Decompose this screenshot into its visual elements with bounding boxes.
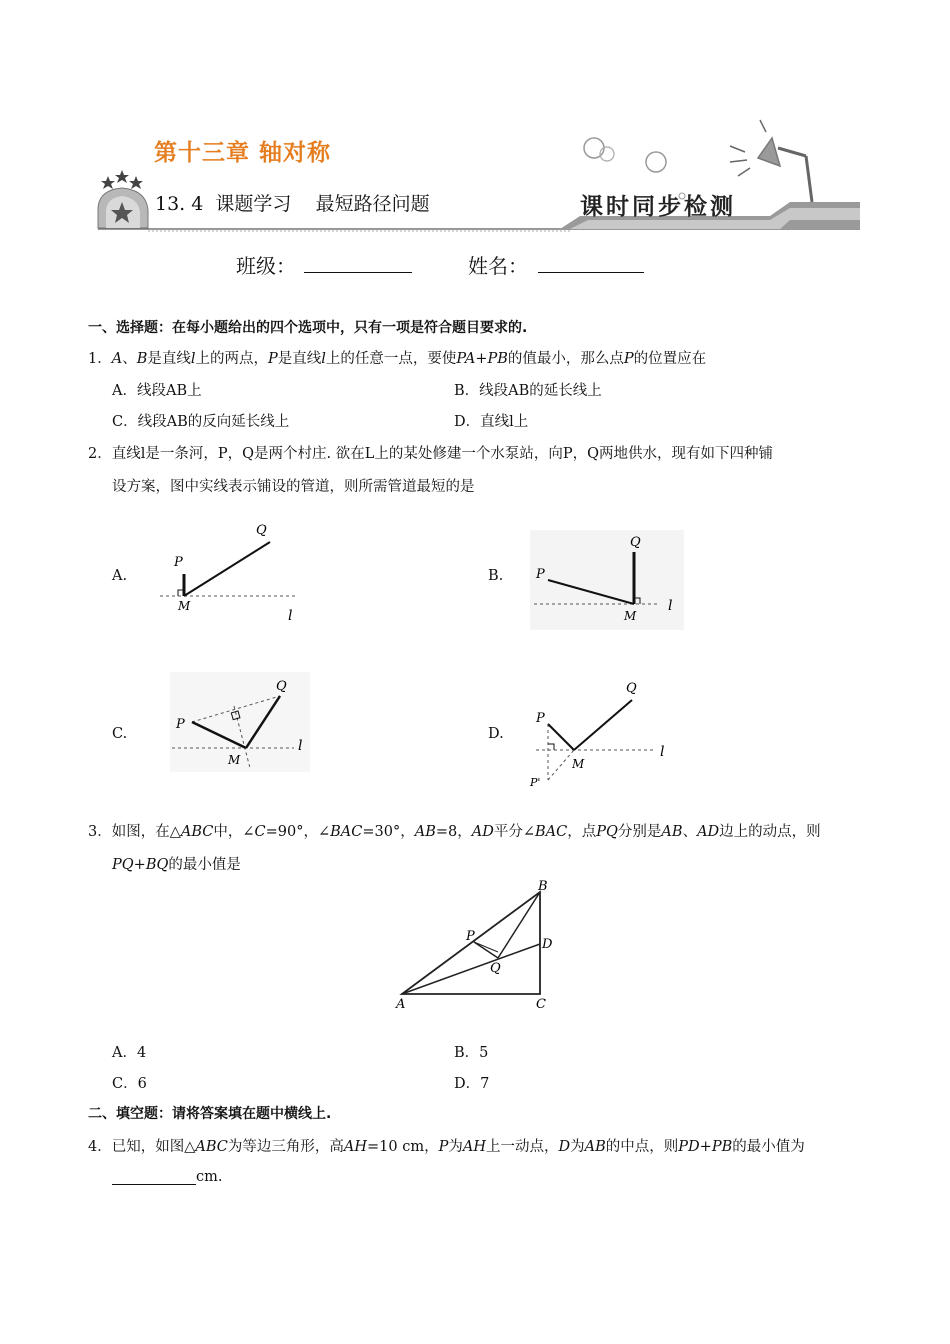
class-field[interactable] [304, 250, 412, 273]
label-l: l [298, 738, 303, 754]
section-2-title: 二、填空题：请将答案填在题中横线上. [88, 1106, 332, 1122]
label-M: M [572, 757, 585, 771]
bubble-icon [646, 152, 666, 172]
q3-option-a[interactable]: A．4 [112, 1045, 147, 1061]
header-decoration [90, 110, 865, 240]
question-3-line-2: PQ+BQ的最小值是 [112, 857, 241, 873]
question-4-line-1: 4．已知，如图△ABC为等边三角形，高AH=10 cm，P为AH上一动点，D为AB的中点，则PD+PB的最小值为 [88, 1139, 805, 1155]
label-M: M [178, 599, 191, 613]
label-C: C [536, 997, 546, 1012]
section-1-title: 一、选择题：在每小题给出的四个选项中，只有一项是符合题目要求的. [88, 320, 528, 336]
q2-option-b-label[interactable]: B. [488, 568, 504, 584]
q3-option-d[interactable]: D．7 [454, 1076, 490, 1092]
label-Q: Q [490, 961, 501, 976]
label-l: l [668, 598, 673, 614]
label-Q: Q [256, 523, 267, 538]
desk-lamp-icon [730, 120, 812, 202]
q4-answer-blank[interactable] [112, 1168, 196, 1185]
lesson-title: 13. 4 课题学习 最短路径问题 [155, 193, 430, 215]
q1-option-c[interactable]: C．线段AB的反向延长线上 [112, 414, 290, 430]
label-M: M [624, 609, 637, 623]
label-M: M [228, 753, 241, 767]
label-P: P [466, 929, 475, 944]
label-l: l [660, 744, 665, 760]
name-label: 姓名： [468, 254, 528, 278]
label-A: A [396, 997, 406, 1012]
q3-option-c[interactable]: C．6 [112, 1076, 147, 1092]
label-P: P [176, 717, 185, 732]
label-Q: Q [276, 679, 287, 694]
label-P: P [174, 555, 183, 570]
question-2-line-2: 设方案，图中实线表示铺设的管道，则所需管道最短的是 [112, 479, 475, 495]
label-P: P [536, 711, 545, 726]
label-D: D [542, 937, 553, 952]
question-2-line-1: 2．直线l是一条河，P，Q是两个村庄. 欲在L上的某处修建一个水泵站，向P，Q两地供水，现有如下四种铺 [88, 446, 773, 462]
q2-option-a-label[interactable]: A. [112, 568, 128, 584]
q2-option-d-label[interactable]: D. [488, 726, 504, 742]
sync-test-title: 课时同步检测 [580, 193, 736, 220]
label-l: l [288, 608, 293, 624]
q3-option-b[interactable]: B．5 [454, 1045, 489, 1061]
star-badge-icon [98, 170, 148, 228]
question-1: 1．A、B是直线l上的两点，P是直线l上的任意一点，要使PA+PB的值最小，那么点P的位置应在 [88, 351, 707, 367]
bubble-icon [584, 138, 604, 158]
question-3-line-1: 3．如图，在△ABC中，∠C=90°，∠BAC=30°，AB=8，AD平分∠BAC，点PQ分别是AB、AD边上的动点，则 [88, 824, 821, 840]
q1-option-a[interactable]: A．线段AB上 [112, 383, 202, 399]
label-Q: Q [630, 535, 641, 550]
q3-triangle-figure [390, 872, 570, 1014]
q2-figure-c [170, 672, 310, 772]
label-B: B [538, 879, 548, 894]
question-4-line-2: cm. [112, 1168, 222, 1185]
label-P: P [536, 567, 545, 582]
q2-figure-d [526, 676, 676, 792]
q2-figure-a [160, 512, 310, 632]
q1-option-b[interactable]: B．线段AB的延长线上 [454, 383, 602, 399]
q2-option-c-label[interactable]: C. [112, 726, 128, 742]
chapter-title: 第十三章 轴对称 [154, 140, 332, 166]
label-Q: Q [626, 681, 637, 696]
name-field[interactable] [538, 250, 644, 273]
class-label: 班级： [236, 254, 296, 278]
q2-figure-b [530, 530, 684, 630]
q1-option-d[interactable]: D．直线l上 [454, 414, 529, 430]
label-P-prime: P' [530, 776, 541, 789]
